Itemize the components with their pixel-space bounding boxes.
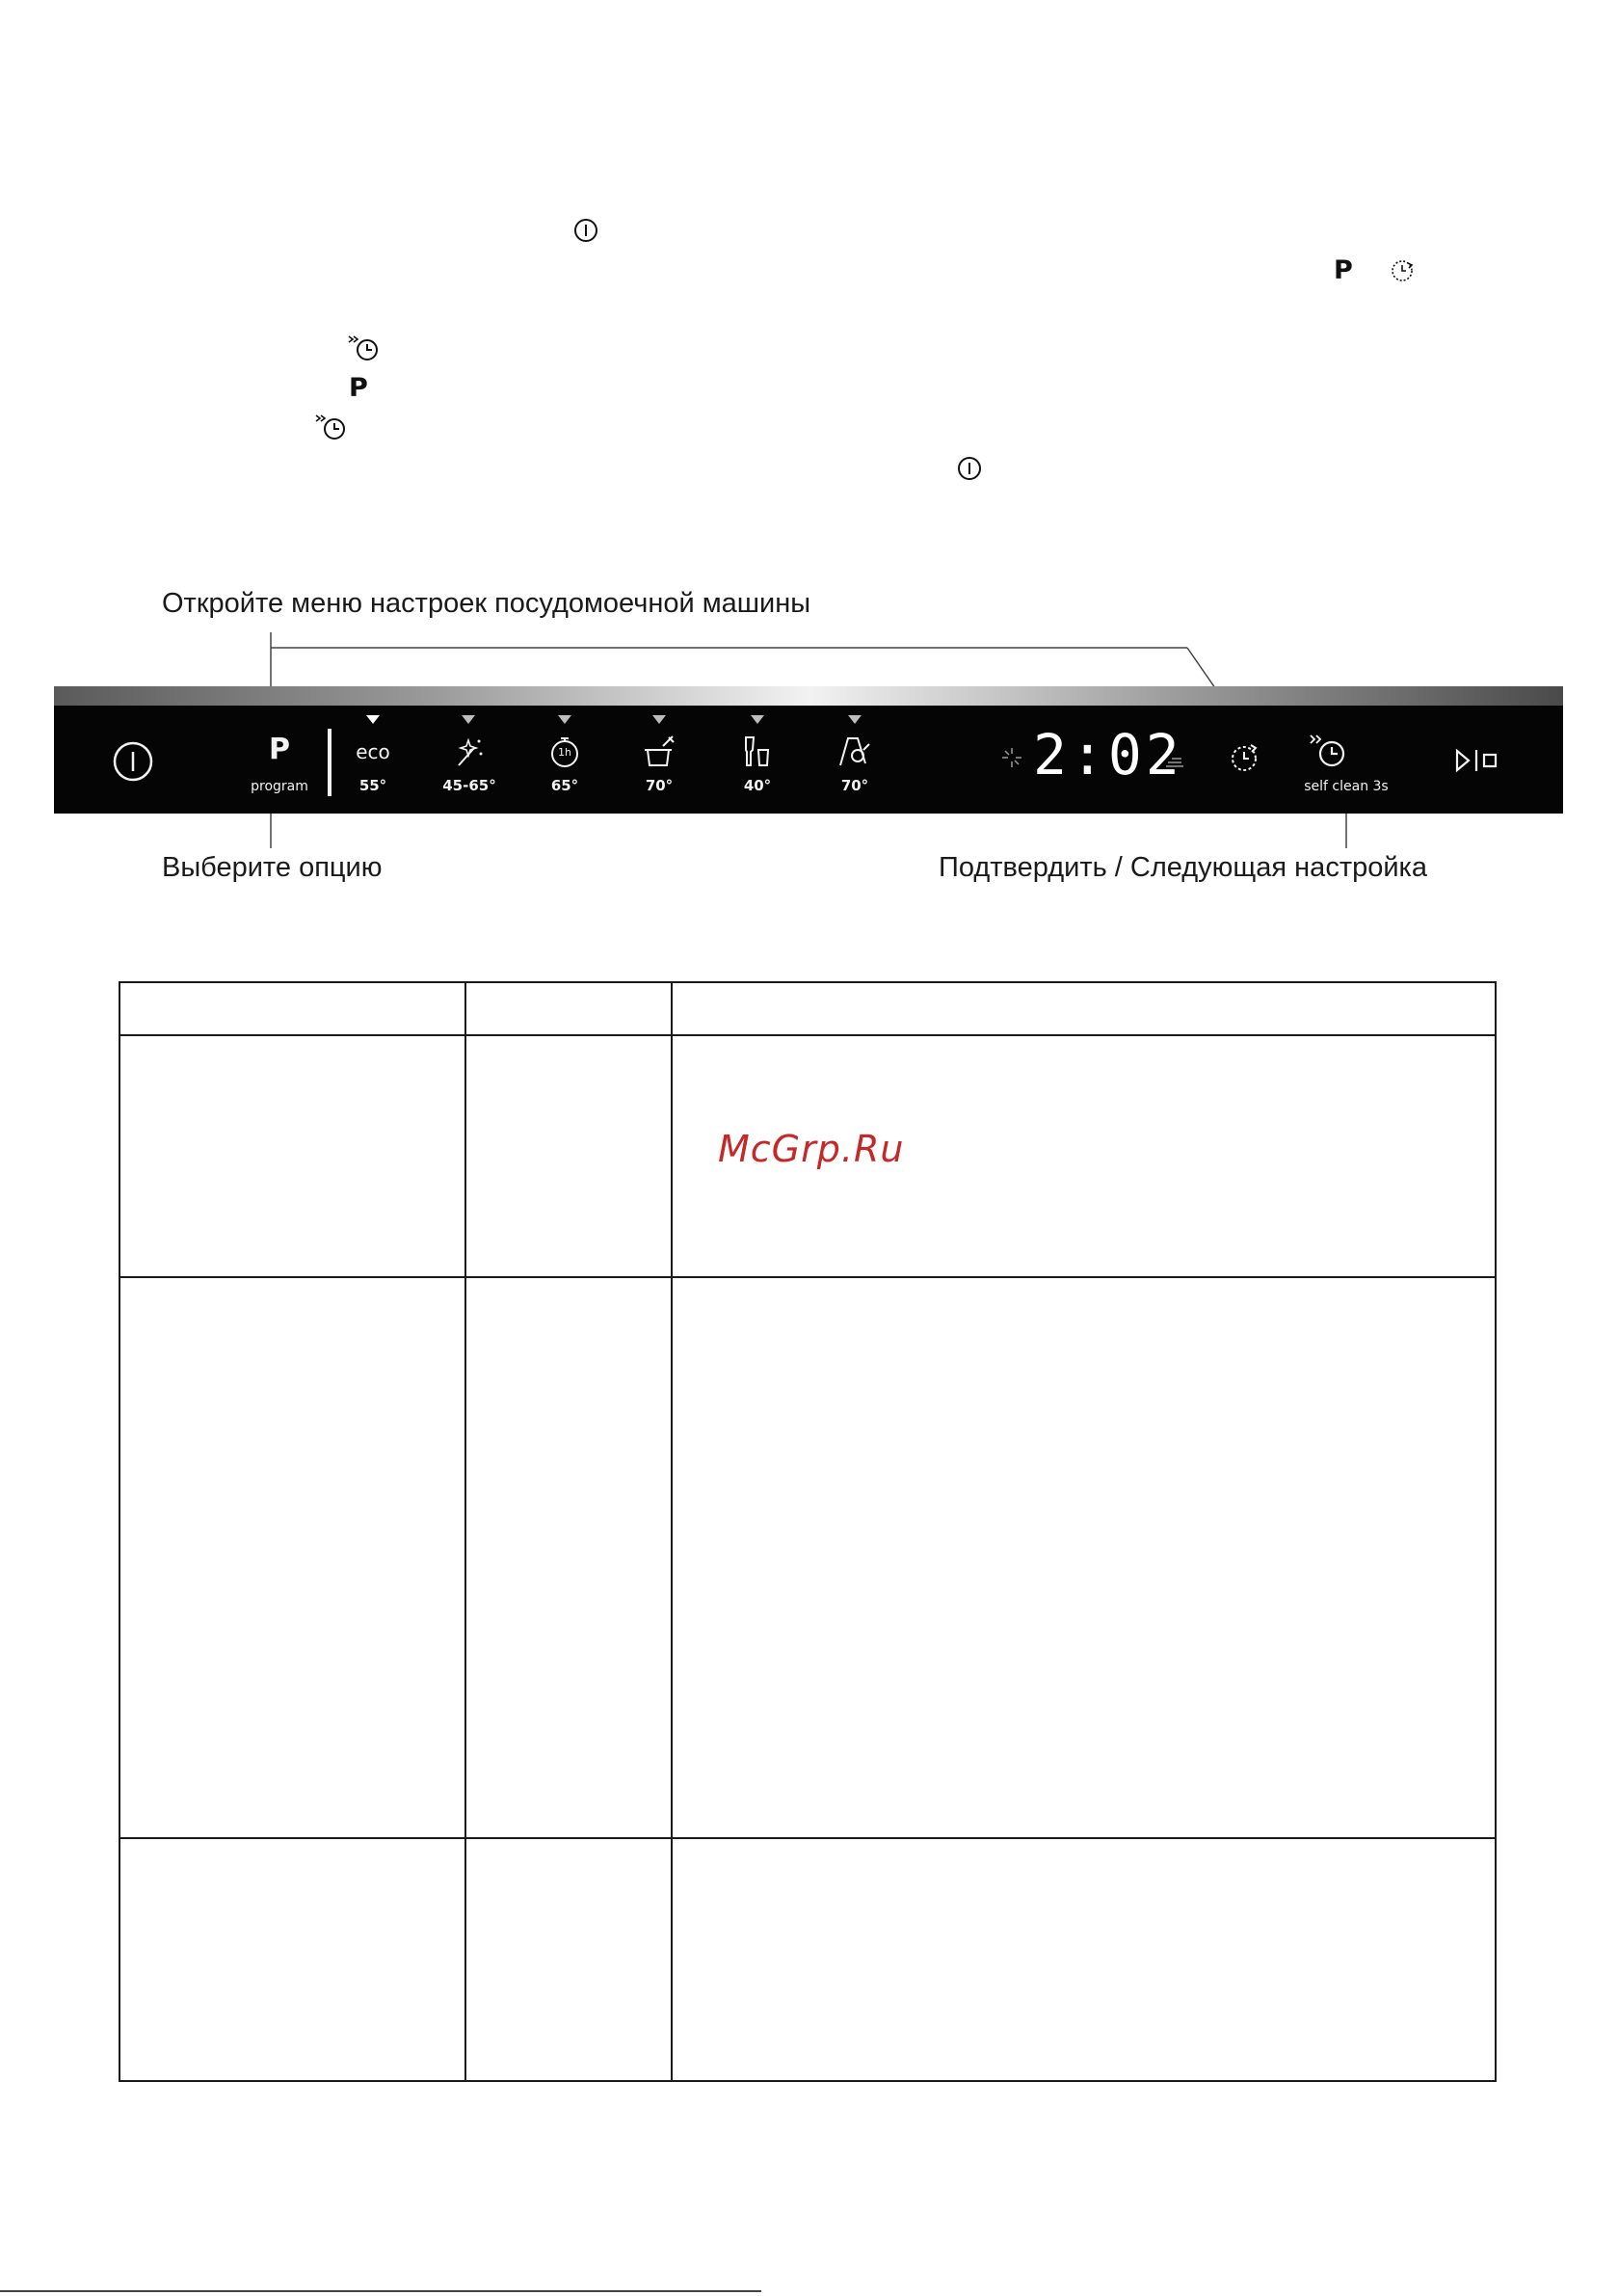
settings-confirm-button-icon[interactable] [1228, 740, 1262, 775]
salt-indicator-icon [1164, 754, 1185, 769]
program-button-label: program [251, 779, 308, 794]
callout-confirm-next: Подтвердить / Следующая настройка [939, 852, 1428, 883]
confirm-icon [1390, 257, 1417, 284]
delay-start-button-icon[interactable] [1309, 733, 1349, 769]
program-symbol: P [349, 373, 368, 403]
time-display: 2:02 [1033, 722, 1183, 788]
quick-1h-text: 1h [558, 746, 571, 759]
program-temp: 70° [645, 777, 674, 794]
table-column-divider [671, 983, 673, 2080]
footer-rule [0, 2290, 761, 2292]
power-button-icon[interactable] [112, 740, 154, 783]
eco-label[interactable]: eco [356, 740, 390, 763]
watermark: McGrp.Ru [718, 1128, 905, 1170]
glass-icon[interactable] [740, 734, 775, 769]
program-indicator [751, 715, 764, 724]
callout-select-option: Выберите опцию [162, 852, 383, 883]
table-column-divider [464, 983, 466, 2080]
program-temp: 65° [550, 777, 579, 794]
pot-icon[interactable] [642, 734, 676, 769]
program-button-letter[interactable]: P [269, 733, 290, 766]
callout-open-settings: Откройте меню настроек посудомоечной машины [162, 588, 811, 619]
rinse-aid-indicator-icon [1000, 746, 1023, 769]
program-indicator [652, 715, 666, 724]
delay-start-icon [314, 413, 349, 441]
table-header-divider [120, 1034, 1495, 1036]
program-temp: 55° [358, 777, 387, 794]
control-panel [54, 706, 1563, 814]
program-temp: 45-65° [442, 777, 496, 794]
self-clean-label: self clean 3s [1304, 779, 1389, 794]
program-indicator [558, 715, 571, 724]
auto-sparkle-icon[interactable] [453, 736, 486, 769]
start-pause-button-icon[interactable] [1453, 748, 1499, 773]
program-symbol: P [1334, 255, 1353, 285]
table-row-divider [120, 1837, 1495, 1839]
program-indicator [848, 715, 862, 724]
power-icon [956, 455, 983, 482]
table-row-divider [120, 1276, 1495, 1278]
separator [328, 729, 332, 796]
delay-start-icon [347, 334, 382, 362]
program-indicator-selected [366, 715, 380, 724]
program-temp: 70° [840, 777, 869, 794]
program-temp: 40° [743, 777, 772, 794]
program-indicator [462, 715, 475, 724]
hygiene-icon[interactable] [836, 734, 873, 769]
power-icon [572, 217, 599, 244]
panel-top-trim [54, 686, 1563, 706]
